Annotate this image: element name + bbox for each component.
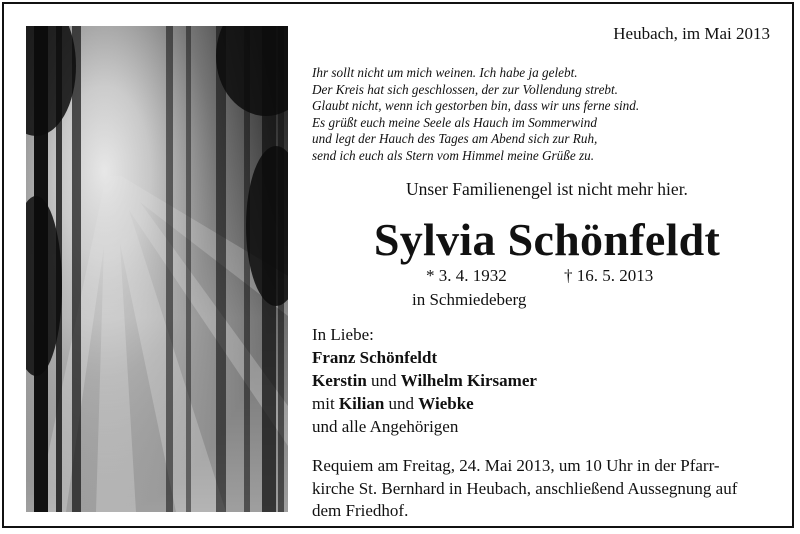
conjunction: und [384,394,419,413]
mourners-heading: In Liebe: [312,325,374,344]
mourner-line [312,346,537,369]
poem-line: Ihr sollt nicht um mich weinen. Ich habe ja gelebt. [312,65,578,80]
poem [312,65,782,165]
requiem-line: Requiem am Freitag, 24. Mai 2013, um 10 Uhr in der Pfarr- [312,456,720,475]
poem-line: send ich euch als Stern vom Himmel meine Grüße zu. [312,147,595,163]
mourners-list [312,323,537,438]
conjunction: und [366,371,401,390]
poem-line: Glaubt nicht, wenn ich gestorben bin, dass wir uns ferne sind. [312,98,640,114]
requiem-info [312,455,784,523]
requiem-line: kirche St. Bernhard in Heubach, anschließend Aussegnung auf [312,478,738,498]
poem-line: Es grüßt euch meine Seele als Hauch im Sommerwind [312,114,597,130]
death-date: † 16. 5. 2013 [564,266,654,285]
forest-sunrays-image [26,26,288,512]
poem-line: Der Kreis hat sich geschlossen, der zur Vollendung strebt. [312,81,618,97]
birthplace: in Schmiedeberg [412,290,527,309]
mourner-name: Kerstin [312,371,367,390]
deceased-name: Sylvia Schönfeldt [373,214,721,265]
birth-date: * 3. 4. 1932 [426,266,507,285]
requiem-line: dem Friedhof. [312,501,409,520]
mourner-line [312,392,537,415]
place-and-date: Heubach, im Mai 2013 [613,24,770,43]
obituary-notice [2,2,794,528]
mourner-name: Wilhelm Kirsamer [400,371,537,390]
prefix: mit [312,394,339,413]
mourner-name: Franz Schönfeldt [312,348,438,367]
forest-photo-graphic [26,26,288,512]
intro-line: Unser Familienengel ist nicht mehr hier. [406,179,688,199]
mourner-name: Kilian [338,394,385,413]
mourner-name: Wiebke [418,394,474,413]
mourner-line [312,369,537,392]
poem-line: und legt der Hauch des Tages am Abend sich zur Ruh, [312,131,598,147]
mourner-line: und alle Angehörigen [312,417,459,436]
